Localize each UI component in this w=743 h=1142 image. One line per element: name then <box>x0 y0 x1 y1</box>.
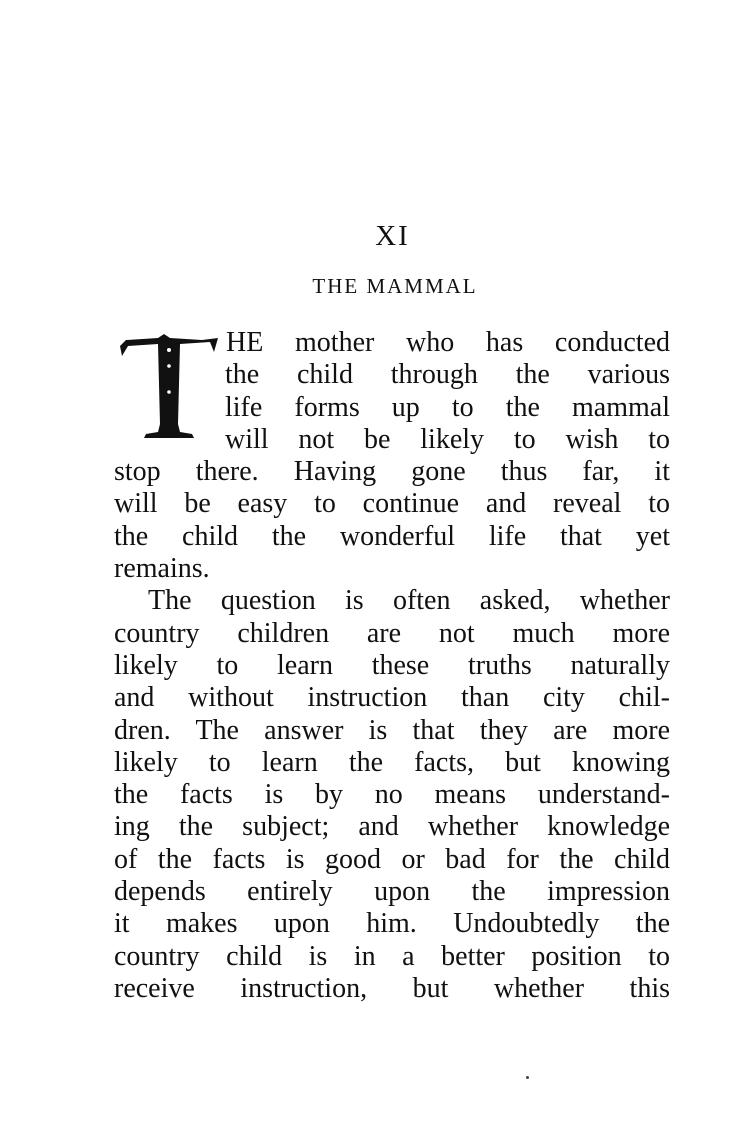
text-line: country children are not much more <box>114 617 670 649</box>
text-line: the facts is by no means understand- <box>114 779 670 811</box>
body-text <box>114 327 670 1005</box>
text-line: it makes upon him. Undoubtedly the <box>114 908 670 940</box>
chapter-title: THE MAMMAL <box>312 274 478 298</box>
chapter-number: XI <box>375 220 410 252</box>
text-line: stop there. Having gone thus far, it <box>114 456 670 488</box>
text-line: life forms up to the mammal <box>225 391 670 423</box>
text-line: will be easy to continue and reveal to <box>114 488 670 520</box>
text-line: likely to learn the facts, but knowing <box>114 746 670 778</box>
text-line: dren. The answer is that they are more <box>114 714 670 746</box>
text-line: country child is in a better position to <box>114 940 670 972</box>
text-line: likely to learn these truths naturally <box>114 649 670 681</box>
page-speck <box>526 1076 529 1079</box>
text-line: the child the wonderful life that yet <box>114 520 670 552</box>
text-line: of the facts is good or bad for the child <box>114 843 670 875</box>
text-line: ing the subject; and whether knowledge <box>114 811 670 843</box>
text-line: will not be likely to wish to <box>225 423 670 455</box>
text-line: and without instruction than city chil- <box>114 682 670 714</box>
text-line: the child through the various <box>225 359 670 391</box>
paragraph-1 <box>114 327 670 585</box>
text-line: The question is often asked, whether <box>148 585 670 617</box>
text-line: remains. <box>114 553 210 585</box>
text-line: depends entirely upon the impression <box>114 876 670 908</box>
text-line: receive instruction, but whether this <box>114 972 670 1004</box>
text-line: HE mother who has conducted <box>226 327 670 358</box>
paragraph-2 <box>114 585 670 1005</box>
